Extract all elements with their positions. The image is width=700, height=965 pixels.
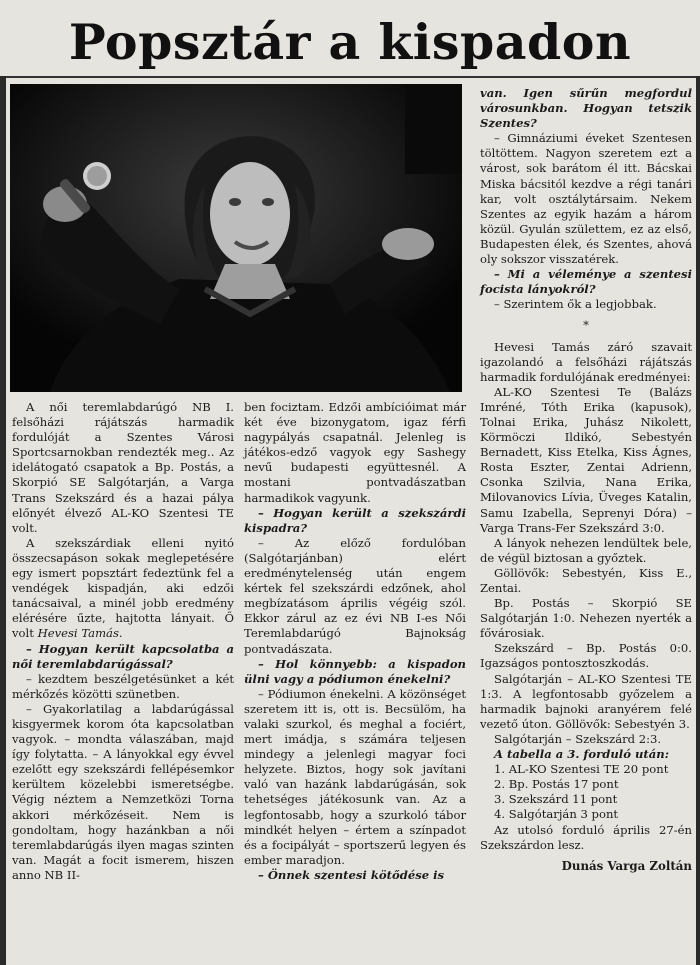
- author-byline: Dunás Varga Zoltán: [561, 858, 692, 873]
- paragraph: Bp. Postás – Skorpió SE Salgótarján 1:0. Nehezen nyerték a fővárosiak.: [480, 596, 692, 641]
- paragraph: – Pódiumon énekelni. A közönséget szeretem itt is, ott is. Becsülöm, ha valaki szurkol, és meghal a fociért, mert imádja, s számára teljesen mindegy a jelenlegi magyar foci helyzete. Biztos, hogy sok javítani való van hazánk labdarúgásán, sok tehetséges játékosunk van. Az a legfontosabb, hogy a szurkoló tábor mindkét helyen – értem a színpadot és a focipályát – sportszerű legyen és ember maradjon.: [244, 686, 466, 867]
- section-separator: *: [583, 318, 589, 333]
- interview-question: – Önnek szentesi kötődése is: [258, 867, 445, 882]
- standings-row: 2. Bp. Postás 17 pont: [494, 777, 619, 792]
- paragraph: – Szerintem ők a legjobbak.: [494, 297, 657, 312]
- interview-question: – Hol könnyebb: a kispadon ülni vagy a pódiumon énekelni?: [244, 656, 466, 686]
- interview-question: – Mi a véleménye a szentesi focista lányokról?: [480, 267, 692, 297]
- paragraph: Szekszárd – Bp. Postás 0:0. Igazságos pontosztoszkodás.: [480, 641, 692, 671]
- paragraph: – kezdtem beszélgetésünket a két mérkőzés közötti szünetben.: [12, 671, 234, 701]
- paragraph: [12, 536, 234, 642]
- standings-row: 4. Salgótarján 3 pont: [494, 807, 619, 822]
- header-rule: [0, 76, 700, 78]
- closing-note: Az utolsó forduló április 27-én Szekszárdon lesz.: [480, 822, 692, 852]
- paragraph: Göllövők: Sebestyén, Kiss E., Zentai.: [480, 565, 692, 595]
- article-column-2: [244, 400, 466, 883]
- paragraph: – Gimnáziumi éveket Szentesen töltöttem. Nagyon szeretem ezt a várost, sok barátom él itt. Bácskai Miska bácsitól kezdve a régi tanári kar, volt osztálytársaim. Nekem Szentes az egyik hazám a három közül. Gyulán születtem, ez az első, Budapesten élek, és Szentes, ahová oly sokszor visszatérek.: [480, 131, 692, 267]
- paragraph-text: A szekszárdiak elleni nyitó összecsapáson sokak meglepetésére egy ismert popsztárt fedeztünk fel a vendégek kispadján, aki edzői tanácsaival, a minél jobb eredmény elérésére űzte, hajtotta lányait. Ő volt: [12, 535, 234, 641]
- right-border: [696, 76, 700, 965]
- person-name: Hevesi Tamás: [37, 626, 119, 641]
- interview-question: van. Igen sűrűn megfordul városunkban. Hogyan tetszik Szentes?: [480, 86, 692, 131]
- interview-question: A tabella a 3. forduló után:: [494, 747, 669, 762]
- paragraph: Hevesi Tamás záró szavait igazolandó a felsőházi rájátszás harmadik fordulójának eredményei:: [480, 339, 692, 384]
- paragraph: AL-KO Szentesi Te (Balázs Imréné, Tóth Erika (kapusok), Tolnai Erika, Juhász Nikolett, Körmöczi Ildikó, Sebestyén Bernadett, Kiss Etelka, Kiss Ágnes, Rosta Eszter, Zentai Adrienn, Csonka Szilvia, Nana Erika, Milovanovics Lívia, Üveges Katalin, Samu Izabella, Seprenyi Dóra) – Varga Trans-Fer Szekszárd 3:0.: [480, 384, 692, 535]
- paragraph: A női teremlabdarúgó NB I. felsőházi rájátszás harmadik fordulóját a Szentes Városi Sportcsarnokban rendezték meg.. Az idelátogató csapatok a Bp. Postás, a Skorpió SE Salgótarján, a Varga Trans Szekszárd és a hazai pálya előnyét élvező AL-KO Szentesi TE volt.: [12, 400, 234, 535]
- paragraph-text: .: [118, 626, 123, 641]
- left-border: [0, 76, 6, 965]
- standings-table: [480, 762, 692, 822]
- paragraph: Salgótarján – Szekszárd 2:3.: [494, 731, 662, 746]
- standings-row: 3. Szekszárd 11 pont: [494, 792, 618, 807]
- paragraph: A lányok nehezen lendültek bele, de végül biztosan a győztek.: [480, 535, 692, 565]
- paragraph: – Az előző fordulóban (Salgótarjánban) elért eredménytelenség után engem kértek fel szekszárdi edzőnek, ahol megbízatásom április végéig szól. Ekkor zárul az ez évi NB I-es Női Teremlabdarúgó Bajnokság pontvadászata.: [244, 535, 466, 656]
- paragraph: Salgótarján – AL-KO Szentesi TE 1:3. A legfontosabb győzelem a harmadik bajnoki aranyérem felé vezető úton. Göllövők: Sebestyén 3.: [480, 671, 692, 731]
- article-column-1: [12, 400, 234, 883]
- headline: Popsztár a kispadon: [68, 13, 632, 71]
- paragraph: – Gyakorlatilag a labdarúgással kisgyermek korom óta kapcsolatban vagyok. – mondta válaszában, majd így folytatta. – A lányokkal egy évvel ezelőtt egy szekszárdi fellépésemkor kerültem közelebbi ismeretségbe. Végig néztem a Nemzetközi Torna akkori mérkőzéseit. Nem is gondoltam, hogy hazánkban a női teremlabdarúgás ilyen magas szinten van. Magát a focit ismerem, hiszen anno NB II-: [12, 701, 234, 882]
- standings-row: 1. AL-KO Szentesi TE 20 pont: [494, 762, 669, 777]
- photo-man-with-microphone: [10, 84, 462, 392]
- interview-question: – Hogyan került kapcsolatba a női teremlabdarúgással?: [12, 641, 234, 671]
- paragraph: ben fociztam. Edzői ambícióimat már két éve bizonygatom, igaz férfi nagypályás csapatnál. Jelenleg is játékos-edző vagyok egy Sashegy nevű budapesti együttesnél. A mostani pontvadászatban harmadikok vagyunk.: [244, 400, 466, 505]
- interview-question: – Hogyan került a szekszárdi kispadra?: [244, 505, 466, 535]
- article-column-3: [480, 86, 692, 874]
